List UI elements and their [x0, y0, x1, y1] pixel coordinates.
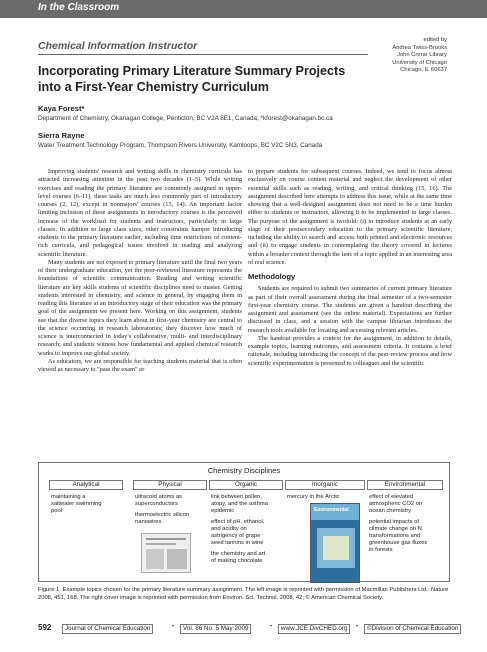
- body-paragraph: Many students are not exposed to primary literature until the final two years of their undergraduate education, yet the peer-reviewed literature represents the foundations of scientific communication. Reading and writing scientific literature are key skills students of scientific disciplines need to master. Getting students interested in chemistry, and science in general, by engaging them in reading this literature at an introductory stage of their education was the primary goal of the assignment we present here. Working on this assignment, students see that the diverse topics they learn about in first-year chemistry are central to the science occurring in research laboratories; they discover how much of science is interconnected in today's collaborative, multi- and interdisciplinary research; and students witness how fundamental and applied chemical research works to improve our global society.: [38, 258, 242, 357]
- topic-line: the chemistry and art: [211, 551, 266, 557]
- figure-title: Chemistry Disciplines: [207, 466, 281, 475]
- journal-name: Journal of Chemical Education: [62, 624, 153, 634]
- column-name: Chemical Information Instructor: [38, 40, 198, 52]
- topic-line: potential impacts of: [369, 519, 419, 525]
- bullet-icon: •: [172, 624, 175, 630]
- section-label: In the Classroom: [38, 2, 120, 13]
- editor-line: Chicago, IL 60637: [400, 67, 447, 74]
- discipline-heading: Environmental: [367, 480, 443, 490]
- nature-article-thumbnail: [141, 533, 191, 573]
- division-info: ©Division of Chemical Education: [364, 624, 461, 634]
- topic-line: saltwater swimming: [51, 501, 102, 507]
- topic-line: greenhouse gas fluxes: [369, 540, 428, 546]
- body-paragraph: to prepare students for subsequent courses. Indeed, we tend to focus almost exclusively on course content material and neglect the development of other essential skills such as reading, writing, and critical thinking (15, 16). The assignment described here attempts to address this issue, while at the same time showing that a well-designed assignment does not need to be a time burden either to students or instructors, allowing it to be implemented in large classes. The purpose of the assignment is twofold: (i) to introduce students at an early stage of their postsecondary education to the primary scientific literature, including the ability to search and access both printed and electronic resources and (ii) to engage students in contemplating the theory covered in lectures within a broader context through the lens of a topic applied in an interesting area of real science.: [248, 168, 452, 266]
- bullet-icon: •: [356, 624, 359, 630]
- topic-line: ocean chemistry: [369, 508, 412, 514]
- page-footer: [38, 622, 459, 634]
- author-name: Sierra Rayne: [38, 131, 85, 140]
- figure-1: [38, 462, 450, 582]
- topic-line: in forests: [369, 547, 393, 553]
- topic-line: link between pollen,: [211, 494, 262, 500]
- est-cover-text: Environmental: [314, 507, 349, 513]
- title-line: into a First-Year Chemistry Curriculum: [38, 79, 269, 94]
- topic-list-organic: [211, 494, 268, 565]
- topic-line: climate change on N: [369, 526, 422, 532]
- article-title: [38, 64, 378, 95]
- author-name: Kaya Forest*: [38, 104, 85, 113]
- section-banner: [0, 0, 487, 18]
- author-affiliation: Water Treatment Technology Program, Thompson Rivers University, Kamloops, BC V2C 5N3, Canada: [38, 142, 323, 149]
- body-paragraph: Improving students' research and writing skills in chemistry curricula has attracted increasing attention in the past two decades (1–5). While writing exercises and reading the primary literature are commonly assigned in upper-level courses (6–11), these tasks are much less commonly part of introductory courses (2, 12), except in nonmajors' courses (13, 14). An important factor limiting inclusion of these assignments in introductory courses is the perceived increase of the workload for students and instructors, particularly in large classes. In addition to large class sizes, other constraints hamper introducing students to the primary literature earlier, including time restrictions of content-rich curricula, and pedagogical issues involved in reading and analyzing scientific literature.: [38, 168, 242, 258]
- body-paragraph: The handout provides a context for the assignment, in addition to details, example topics, learning outcomes, and assessment criteria. It contains a brief rationale, including introducing the concept of the peer-review process and how scientific experimentation is presented to colleagues and the scientific: [248, 334, 452, 367]
- topic-line: pool: [51, 508, 62, 514]
- topic-line: atopy, and the asthma: [211, 501, 268, 507]
- topic-line: nanowires: [135, 519, 162, 525]
- body-paragraph: Students are required to submit two summaries of current primary literature as part of their overall assessment during the final semester of a two-semester first-year chemistry course. The students are given a handout describing the assignment and assessment (see the online material). Expectations are further discussed in class, and a session with the campus librarian introduces the research tools available for locating and accessing relevant articles.: [248, 285, 452, 334]
- topic-list-inorganic: [287, 494, 340, 501]
- topic-line: epidemic: [211, 508, 235, 514]
- topic-line: astrigency of grape: [211, 533, 261, 539]
- topic-line: atmospheric CO2 on: [369, 501, 423, 507]
- topic-list-analytical: [51, 494, 102, 515]
- topic-line: mercury in the Arctic: [287, 494, 340, 500]
- figure-caption: Figure 1. Example topics chosen for the primary literature summary assignment. The left image is reprinted with permission of Macmillan Publishers Ltd.: Nature 2008, 451, 168. The right cover image is reprinted with permission from Environ. Sci. Technol. 2008, 42; © American Chemical Society.: [38, 587, 449, 601]
- topic-line: effect of elevated: [369, 494, 414, 500]
- bullet-icon: •: [270, 624, 273, 630]
- author-affiliation: Department of Chemistry, Okanagan College, Penticton, BC V2A 8E1, Canada; *kforest@okanagan.bc.ca: [38, 115, 333, 122]
- discipline-heading: Physical: [133, 480, 207, 490]
- topic-line: ultracold atoms as: [135, 494, 183, 500]
- topic-line: transformations and: [369, 533, 421, 539]
- editor-line: University of Chicago: [392, 59, 447, 66]
- body-paragraph: As educators, we are responsible for teaching students material that is often viewed as necessary to "pass the exam" or: [38, 357, 242, 373]
- body-column-left: [38, 168, 242, 374]
- page-number: 592: [38, 623, 52, 632]
- volume-info: Vol. 86 No. 5 May 2009: [180, 624, 251, 634]
- editor-line: edited by: [423, 37, 447, 43]
- editor-line: Andrea Twiss-Brooks: [392, 44, 447, 51]
- column-rule: [38, 54, 368, 55]
- topic-line: and acidity on: [211, 526, 247, 532]
- discipline-heading: Analytical: [49, 480, 123, 490]
- topic-line: superconductors: [135, 501, 178, 507]
- topic-list-physical: [135, 494, 189, 526]
- topic-line: seed tannins in wine: [211, 540, 264, 546]
- topic-line: effect of pH, ethanol,: [211, 519, 265, 525]
- topic-line: maintaining a: [51, 494, 86, 500]
- editor-line: John Crerar Library: [397, 52, 447, 59]
- topic-line: of making chocolate: [211, 558, 263, 564]
- topic-line: thermoelectric silicon: [135, 512, 190, 518]
- discipline-heading: Organic: [209, 480, 283, 490]
- title-line: Incorporating Primary Literature Summary Projects: [38, 64, 346, 78]
- topic-list-environmental: [369, 494, 427, 554]
- body-column-right: [248, 168, 452, 368]
- est-cover-thumbnail: [310, 503, 360, 583]
- discipline-heading: Inorganic: [285, 480, 365, 490]
- journal-url[interactable]: www.JCE.DivCHED.org: [278, 624, 350, 634]
- section-heading: Methodology: [248, 272, 296, 281]
